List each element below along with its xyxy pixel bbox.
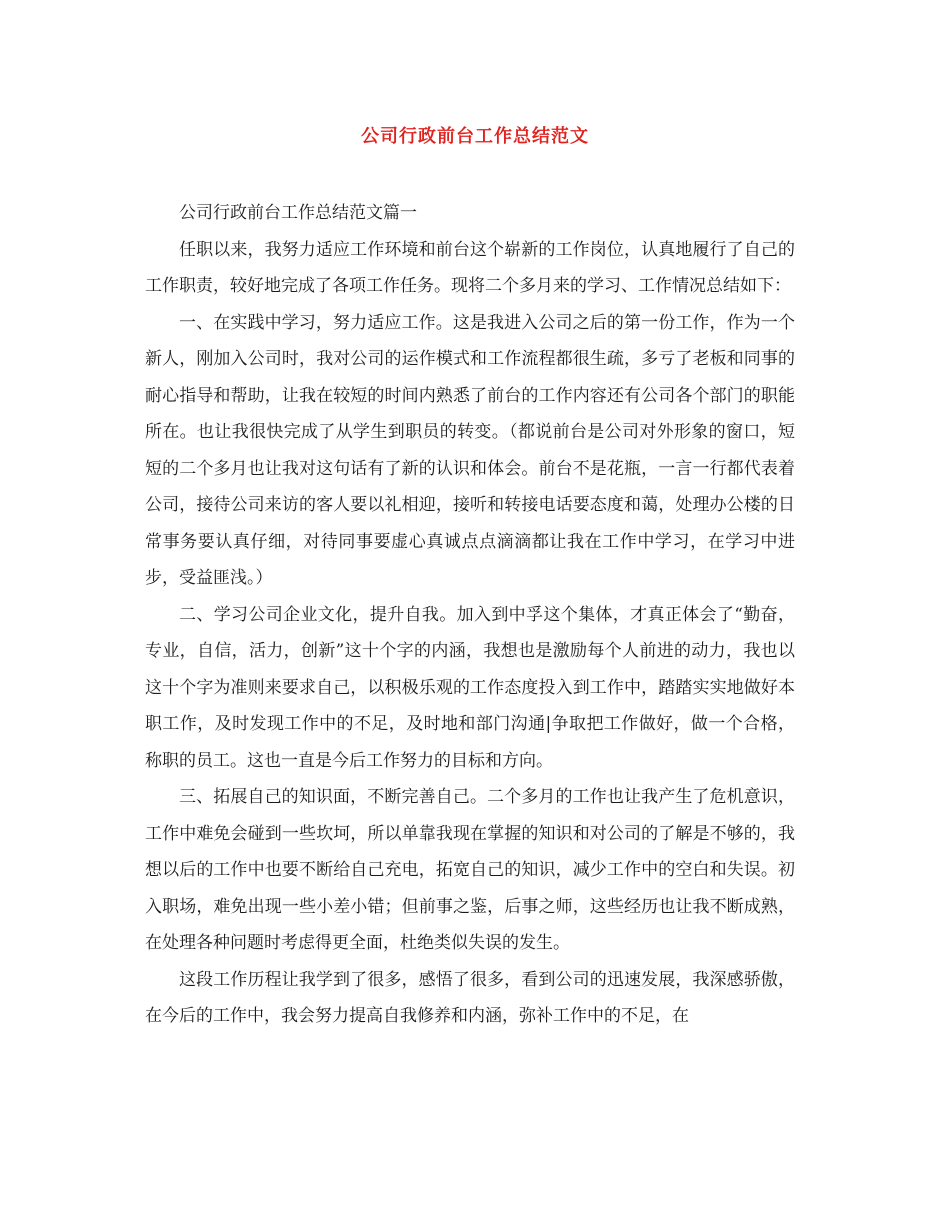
document-body: [145, 195, 795, 1035]
paragraph-point-two: 二、学习公司企业文化，提升自我。加入到中孚这个集体，才真正体会了“勤奋，专业，自信，活力，创新”这十个字的内涵，我想也是激励每个人前进的动力，我也以这十个字为准则来要求自己，以积极乐观的工作态度投入到工作中，踏踏实实地做好本职工作，及时发现工作中的不足，及时地和部门沟通|争取把工作做好，做一个合格，称职的员工。这也一直是今后工作努力的目标和方向。: [145, 604, 795, 771]
paragraph-conclusion: 这段工作历程让我学到了很多，感悟了很多，看到公司的迅速发展，我深感骄傲，在今后的工作中，我会努力提高自我修养和内涵，弥补工作中的不足，在: [145, 969, 795, 1026]
paragraph-intro: 任职以来，我努力适应工作环境和前台这个崭新的工作岗位，认真地履行了自己的工作职责，较好地完成了各项工作任务。现将二个多月来的学习、工作情况总结如下：: [145, 239, 795, 296]
paragraph-point-three: 三、拓展自己的知识面，不断完善自己。二个多月的工作也让我产生了危机意识，工作中难免会碰到一些坎坷，所以单靠我现在掌握的知识和对公司的了解是不够的，我想以后的工作中也要不断给自己充电，拓宽自己的知识，减少工作中的空白和失误。初入职场，难免出现一些小差小错；但前事之鉴，后事之师，这些经历也让我不断成熟，在处理各种问题时考虑得更全面，杜绝类似失误的发生。: [145, 787, 795, 953]
document-title: 公司行政前台工作总结范文: [361, 126, 589, 147]
paragraph-section-heading: 公司行政前台工作总结范文篇一: [179, 203, 417, 223]
paragraph-point-one: 一、在实践中学习，努力适应工作。这是我进入公司之后的第一份工作，作为一个新人，刚加入公司时，我对公司的运作模式和工作流程都很生疏，多亏了老板和同事的耐心指导和帮助，让我在较短的时间内熟悉了前台的工作内容还有公司各个部门的职能所在。也让我很快完成了从学生到职员的转变。（都说前台是公司对外形象的窗口，短短的二个多月也让我对这句话有了新的认识和体会。前台不是花瓶，一言一行都代表着公司，接待公司来访的客人要以礼相迎，接听和转接电话要态度和蔼，处理办公楼的日常事务要认真仔细，对待同事要虚心真诚点点滴滴都让我在工作中学习，在学习中进步，受益匪浅。）: [145, 312, 795, 588]
